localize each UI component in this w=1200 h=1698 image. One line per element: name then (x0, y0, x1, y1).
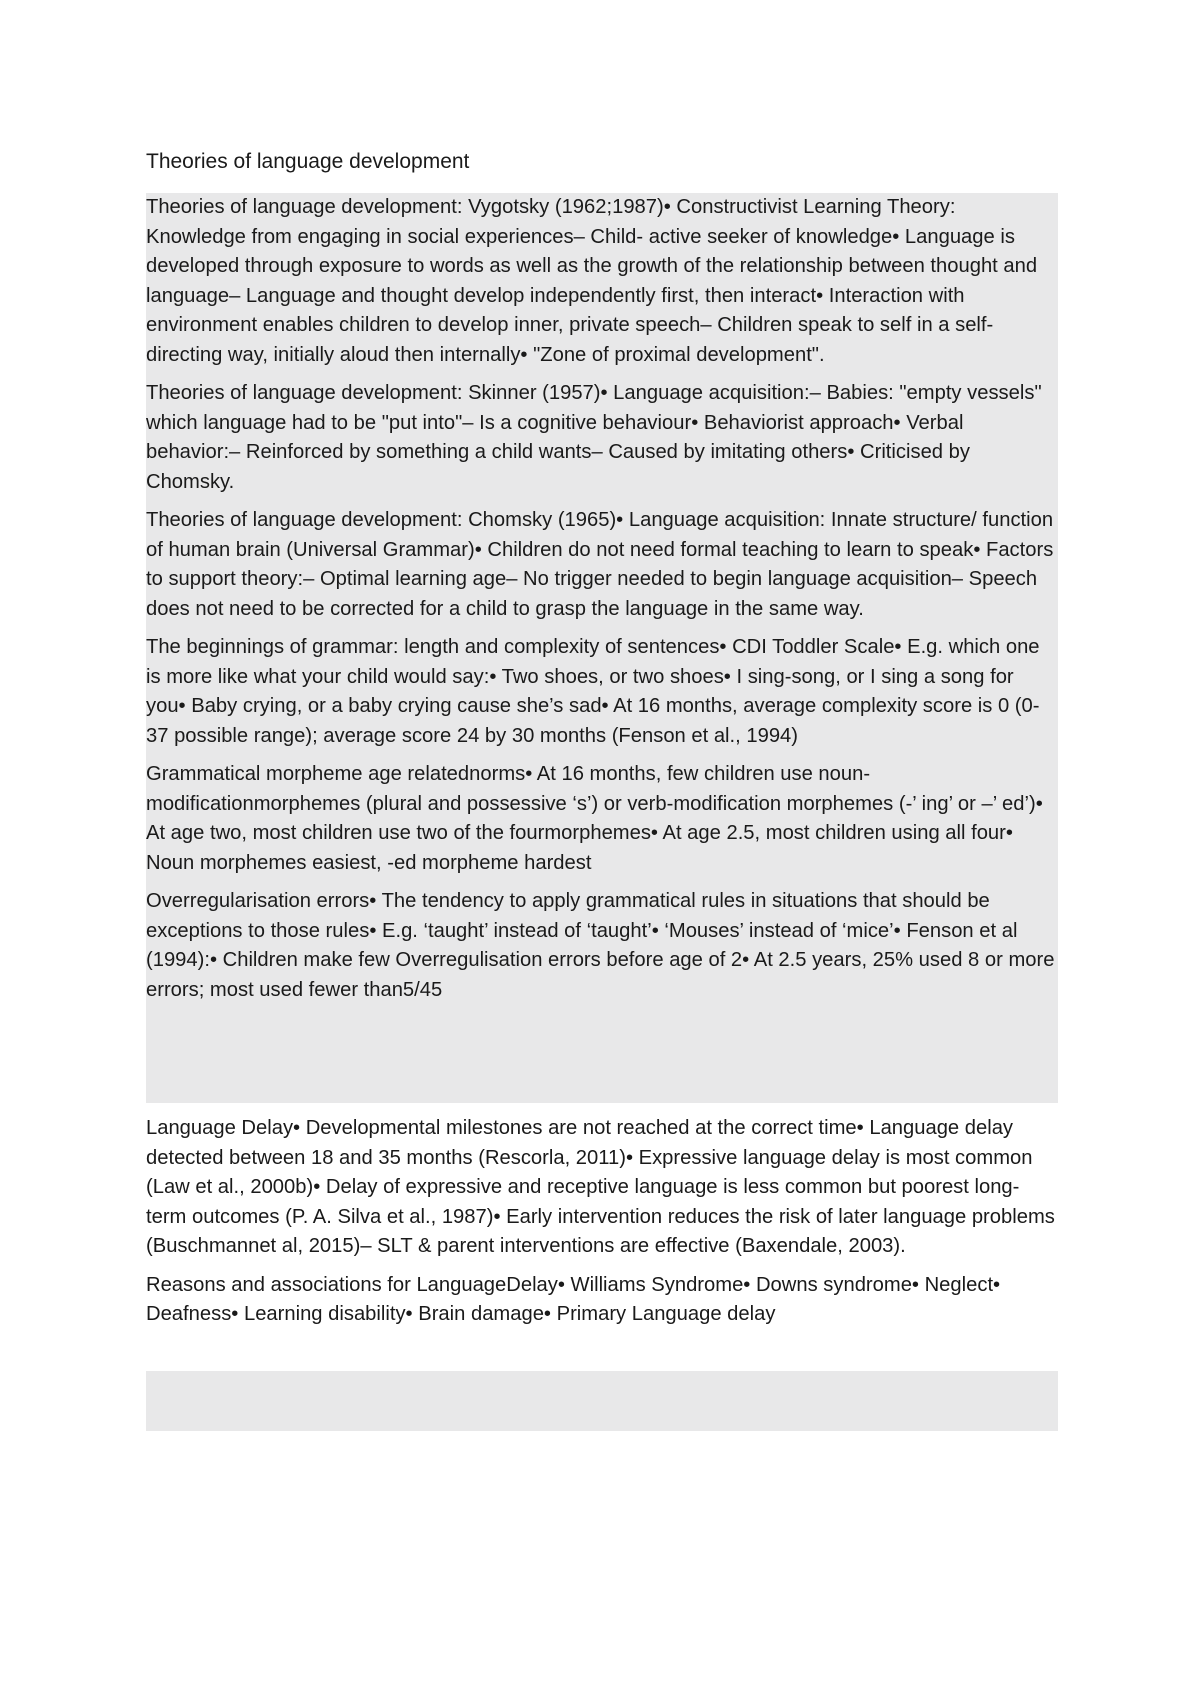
plain-text-block (146, 1114, 1058, 1339)
paragraph-overregularisation: Overregularisation errors• The tendency to apply grammatical rules in situations that should be exceptions to those rules• E.g. ‘taught’ instead of ‘taught’• ‘Mouses’ instead of ‘mice’• Fenson et al (1994):• Children make few Overregulisation errors before age of 2• At 2.5 years, 25% used 8 or more errors; most used fewer than5/45 (146, 890, 1055, 1001)
paragraph-language-delay: Language Delay• Developmental milestones are not reached at the correct time• Language delay detected between 18 and 35 months (Rescorla, 2011)• Expressive language delay is most common (Law et al., 2000b)• Delay of expressive and receptive language is less common but poorest long-term outcomes (P. A. Silva et al., 1987)• Early intervention reduces the risk of later language problems (Buschmannet al, 2015)– SLT & parent interventions are effective (Baxendale, 2003). (146, 1117, 1055, 1257)
paragraph-skinner: Theories of language development: Skinner (1957)• Language acquisition:– Babies: "empty vessels" which language had to be "put into"– Is a cognitive behaviour• Behaviorist approach• Verbal behavior:– Reinforced by something a child wants– Caused by imitating others• Criticised by Chomsky. (146, 382, 1042, 493)
paragraph-reasons-language-delay: Reasons and associations for LanguageDelay• Williams Syndrome• Downs syndrome• Neglect• Deafness• Learning disability• Brain damage• Primary Language delay (146, 1273, 1001, 1325)
paragraph-grammatical-morpheme: Grammatical morpheme age relatednorms• At 16 months, few children use noun-modificationmorphemes (plural and possessive ‘s’) or verb-modification morphemes (-’ ing’ or –’ ed’)• At age two, most children use two of the fourmorphemes• At age 2.5, most children using all four• Noun morphemes easiest, -ed morpheme hardest (146, 763, 1043, 874)
paragraph-chomsky: Theories of language development: Chomsky (1965)• Language acquisition: Innate structure/ function of human brain (Universal Grammar)• Children do not need formal teaching to learn to speak• Factors to support theory:– Optimal learning age– No trigger needed to begin language acquisition– Speech does not need to be corrected for a child to grasp the language in the same way. (146, 509, 1054, 620)
paragraph-vygotsky: Theories of language development: Vygotsky (1962;1987)• Constructivist Learning Theory: Knowledge from engaging in social experiences– Child- active seeker of knowledge• Language is developed through exposure to words as well as the growth of the relationship between thought and language– Language and thought develop independently first, then interact• Interaction with environment enables children to develop inner, private speech– Children speak to self in a self-directing way, initially aloud then internally• "Zone of proximal development". (146, 196, 1038, 366)
document-title: Theories of language development (146, 150, 470, 173)
paragraph-beginnings-of-grammar: The beginnings of grammar: length and complexity of sentences• CDI Toddler Scale• E.g. which one is more like what your child would say:• Two shoes, or two shoes• I sing-song, or I sing a song for you• Baby crying, or a baby crying cause she’s sad• At 16 months, average complexity score is 0 (0-37 possible range); average score 24 by 30 months (Fenson et al., 1994) (146, 636, 1040, 747)
shaded-text-block (146, 193, 1058, 1103)
empty-shaded-block (146, 1371, 1058, 1431)
